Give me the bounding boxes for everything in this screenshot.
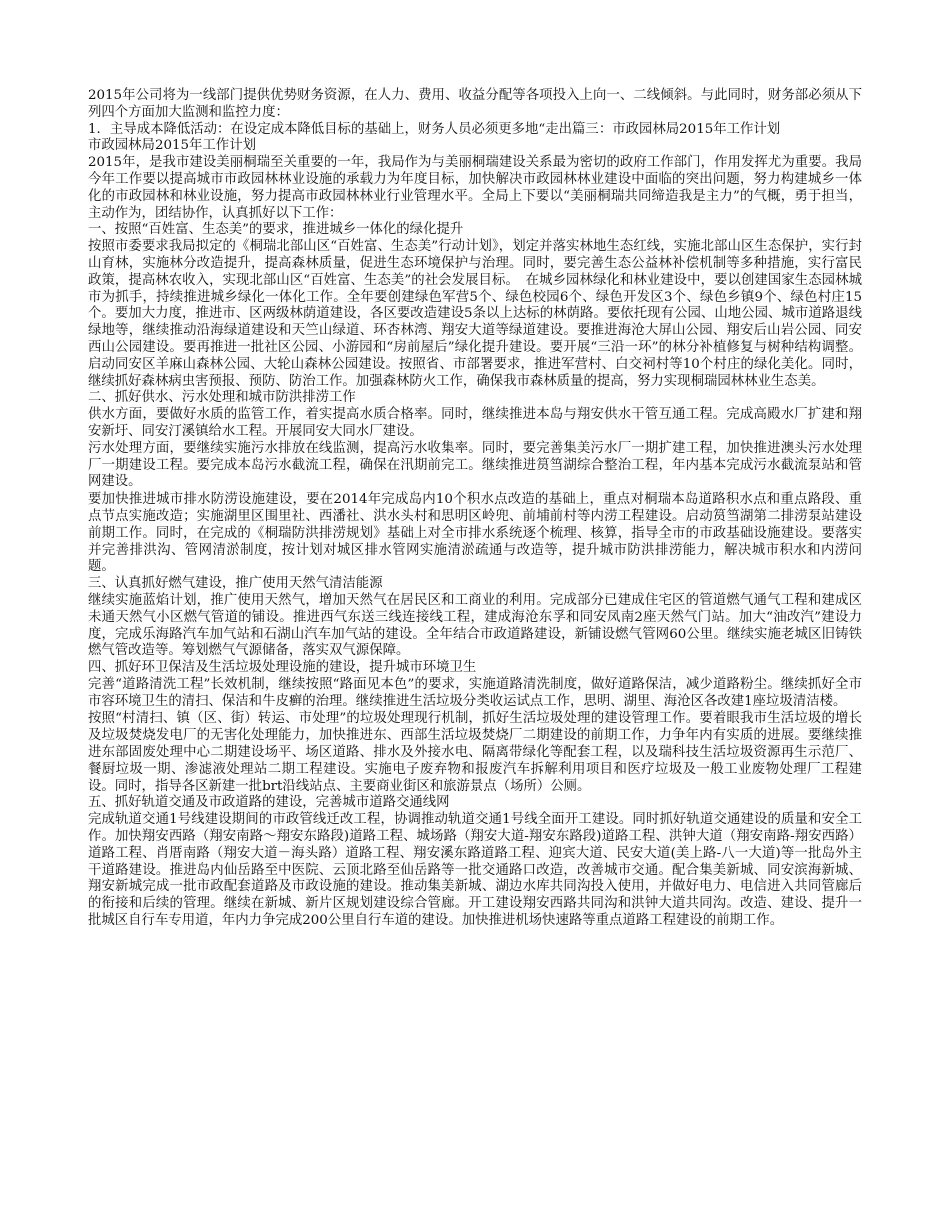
section-heading-3: 三、认真抓好燃气建设，推广使用天然气清洁能源: [88, 576, 383, 592]
paragraph-gas: 继续实施蓝焰计划，推广使用天然气，增加天然气在居民区和工商业的利用。完成部分已建成住宅区的管道燃气通气工程和建成区未通天然气小区燃气管道的铺设。推进西气东送三线连接线工程，建成海沧东孚和同安凤南2座天然气门站。加大“油改汽”建设力度，完成乐海路汽车加气站和石湖山汽车加气站的建设。全年结合市政道路建设，新铺设燃气管网60公里。继续实施老城区旧铸铁燃气管改造等。筹划燃气气源储备，落实双气源保障。: [88, 592, 862, 659]
paragraph-street-cleaning: 完善“道路清洗工程”长效机制，继续按照“路面见本色”的要求，实施道路清洗制度，做好道路保洁，减少道路粉尘。继续抓好全市市容环境卫生的清扫、保洁和牛皮癣的治理。继续推进生活垃圾分类收运试点工作，思明、湖里、海沧区各改建1座垃圾清洁楼。: [88, 676, 862, 709]
section-heading-4: 四、抓好环卫保洁及生活垃圾处理设施的建设，提升城市环境卫生: [88, 660, 477, 676]
document-title: 市政园林局2015年工作计划: [88, 138, 256, 154]
paragraph-cost-reduction: 1．主导成本降低活动：在设定成本降低目标的基础上，财务人员必须更多地“走出篇三：市政园林局2015年工作计划: [88, 121, 781, 137]
section-heading-1: 一、按照“百姓富、生态美”的要求，推进城乡一体化的绿化提升: [88, 222, 464, 238]
paragraph-drainage: 要加快推进城市排水防涝设施建设，要在2014年完成岛内10个积水点改造的基础上，重点对桐瑞本岛道路积水点和重点路段、重点节点实施改造；实施湖里区围里社、西潘社、洪水头村和思明区岭兜、前埔前村等内涝工程建设。启动筼筜湖第二排涝泵站建设前期工作。同时，在完成的《桐瑞防洪排涝规划》基础上对全市排水系统逐个梳理、核算，指导全市的市政基础设施建设。要落实并完善排洪沟、管网清淤制度，按计划对城区排水管网实施清淤疏通与改造等，提升城市防洪排涝能力，解决城市积水和内涝问题。: [88, 492, 862, 575]
section-heading-2: 二、抓好供水、污水处理和城市防洪排涝工作: [88, 390, 356, 406]
paragraph-overview: 2015年，是我市建设美丽桐瑞至关重要的一年，我局作为与美丽桐瑞建设关系最为密切的政府工作部门，作用发挥尤为重要。我局今年工作要以提高城市市政园林林业设施的承载力为年度目标，加快解决市政园林林业建设中面临的突出问题，努力构建城乡一体化的市政园林和林业设施，努力提高市政园林林业行业管理水平。全局上下要以“美丽桐瑞共同缔造我是主力”的气概，勇于担当，主动作为，团结协作，认真抓好以下工作：: [88, 155, 862, 221]
paragraph-transport: 完成轨道交通1号线建设期间的市政管线迁改工程，协调推动轨道交通1号线全面开工建设。同时抓好轨道交通建设的质量和安全工作。加快翔安西路（翔安南路～翔安东路段)道路工程、城场路（翔安大道-翔安东路段)道路工程、洪钟大道（翔安南路-翔安西路）道路工程、肖厝南路（翔安大道－海头路）道路工程、翔安溪东路道路工程、迎宾大道、民安大道(美上路-八一大道)等一批岛外主干道路建设。推进岛内仙岳路至中医院、云顶北路至仙岳路等一批交通路口改造，改善城市交通。配合集美新城、同安滨海新城、翔安新城完成一批市政配套道路及市政设施的建设。推动集美新城、湖边水库共同沟投入使用，并做好电力、电信进入共同管廊后的衔接和后续的管理。继续在新城、新片区规划建设综合管廊。开工建设翔安西路共同沟和洪钟大道共同沟。改造、建设、提升一批城区自行车专用道，年内力争完成200公里自行车道的建设。加快推进机场快速路等重点道路工程建设的前期工作。: [88, 812, 862, 929]
document-body: [88, 88, 862, 930]
section-heading-5: 五、抓好轨道交通及市政道路的建设，完善城市道路交通线网: [88, 795, 450, 811]
paragraph-sewage: 污水处理方面，要继续实施污水排放在线监测，提高污水收集率。同时，要完善集美污水厂一期扩建工程，加快推进澳头污水处理厂一期建设工程。要完成本岛污水截流工程，确保在汛期前完工。继续推进筼筜湖综合整治工程，年内基本完成污水截流泵站和管网建设。: [88, 440, 862, 490]
paragraph-waste: 按照“村清扫、镇（区、街）转运、市处理”的垃圾处理现行机制，抓好生活垃圾处理的建设管理工作。要着眼我市生活垃圾的增长及垃圾焚烧发电厂的无害化处理能力，加快推进东、西部生活垃圾焚烧厂二期建设的前期工作，力争年内有实质的进展。要继续推进东部固废处理中心二期建设场平、场区道路、排水及外接水电、隔离带绿化等配套工程，以及瑞科技生活垃圾资源再生示范厂、餐厨垃圾一期、渗滤液处理站二期工程建设。实施电子废弃物和报废汽车拆解利用项目和医疗垃圾及一般工业废物处理厂工程建设。同时，指导各区新建一批brt沿线站点、主要商业街区和旅游景点（场所）公厕。: [88, 711, 862, 794]
paragraph-intro: 2015年公司将为一线部门提供优势财务资源，在人力、费用、收益分配等各项投入上向一、二线倾斜。与此同时，财务部必须从下列四个方面加大监测和监控力度：: [88, 88, 862, 120]
paragraph-water-supply: 供水方面，要做好水质的监管工作，着实提高水质合格率。同时，继续推进本岛与翔安供水干管互通工程。完成高殿水厂扩建和翔安新圩、同安汀溪镇给水工程。开展同安大同水厂建设。: [88, 407, 862, 439]
paragraph-greening: 按照市委要求我局拟定的《桐瑞北部山区“百姓富、生态美”行动计划》，划定并落实林地生态红线，实施北部山区生态保护，实行封山育林，实施林分改造提升，提高森林质量，促进生态环境保护与治理。同时，要完善生态公益林补偿机制等多种措施，实行富民政策，提高林农收入，实现北部山区“百姓富、生态美”的社会发展目标。 在城乡园林绿化和林业建设中，要以创建国家生态园林城市为抓手，持续推进城乡绿化一体化工作。全年要创建绿色军营5个、绿色校园6个、绿色开发区3个、绿色乡镇9个、绿色村庄15个。要加大力度，推进市、区两级林荫道建设，各区要改造建设5条以上达标的林荫路。要依托现有公园、山地公园、城市道路退线绿地等，继续推动沿海绿道建设和天竺山绿道、环杏林湾、翔安大道等绿道建设。要推进海沧大屏山公园、翔安后山岩公园、同安西山公园建设。要再推进一批社区公园、小游园和“房前屋后”绿化提升建设。要开展“三沿一环”的林分补植修复与树种结构调整。启动同安区羊麻山森林公园、大轮山森林公园建设。按照省、市部署要求，推进军营村、白交祠村等10个村庄的绿化美化。同时，继续抓好森林病虫害预报、预防、防治工作。加强森林防火工作，确保我市森林质量的提高，努力实现桐瑞园林林业生态美。: [88, 239, 862, 389]
